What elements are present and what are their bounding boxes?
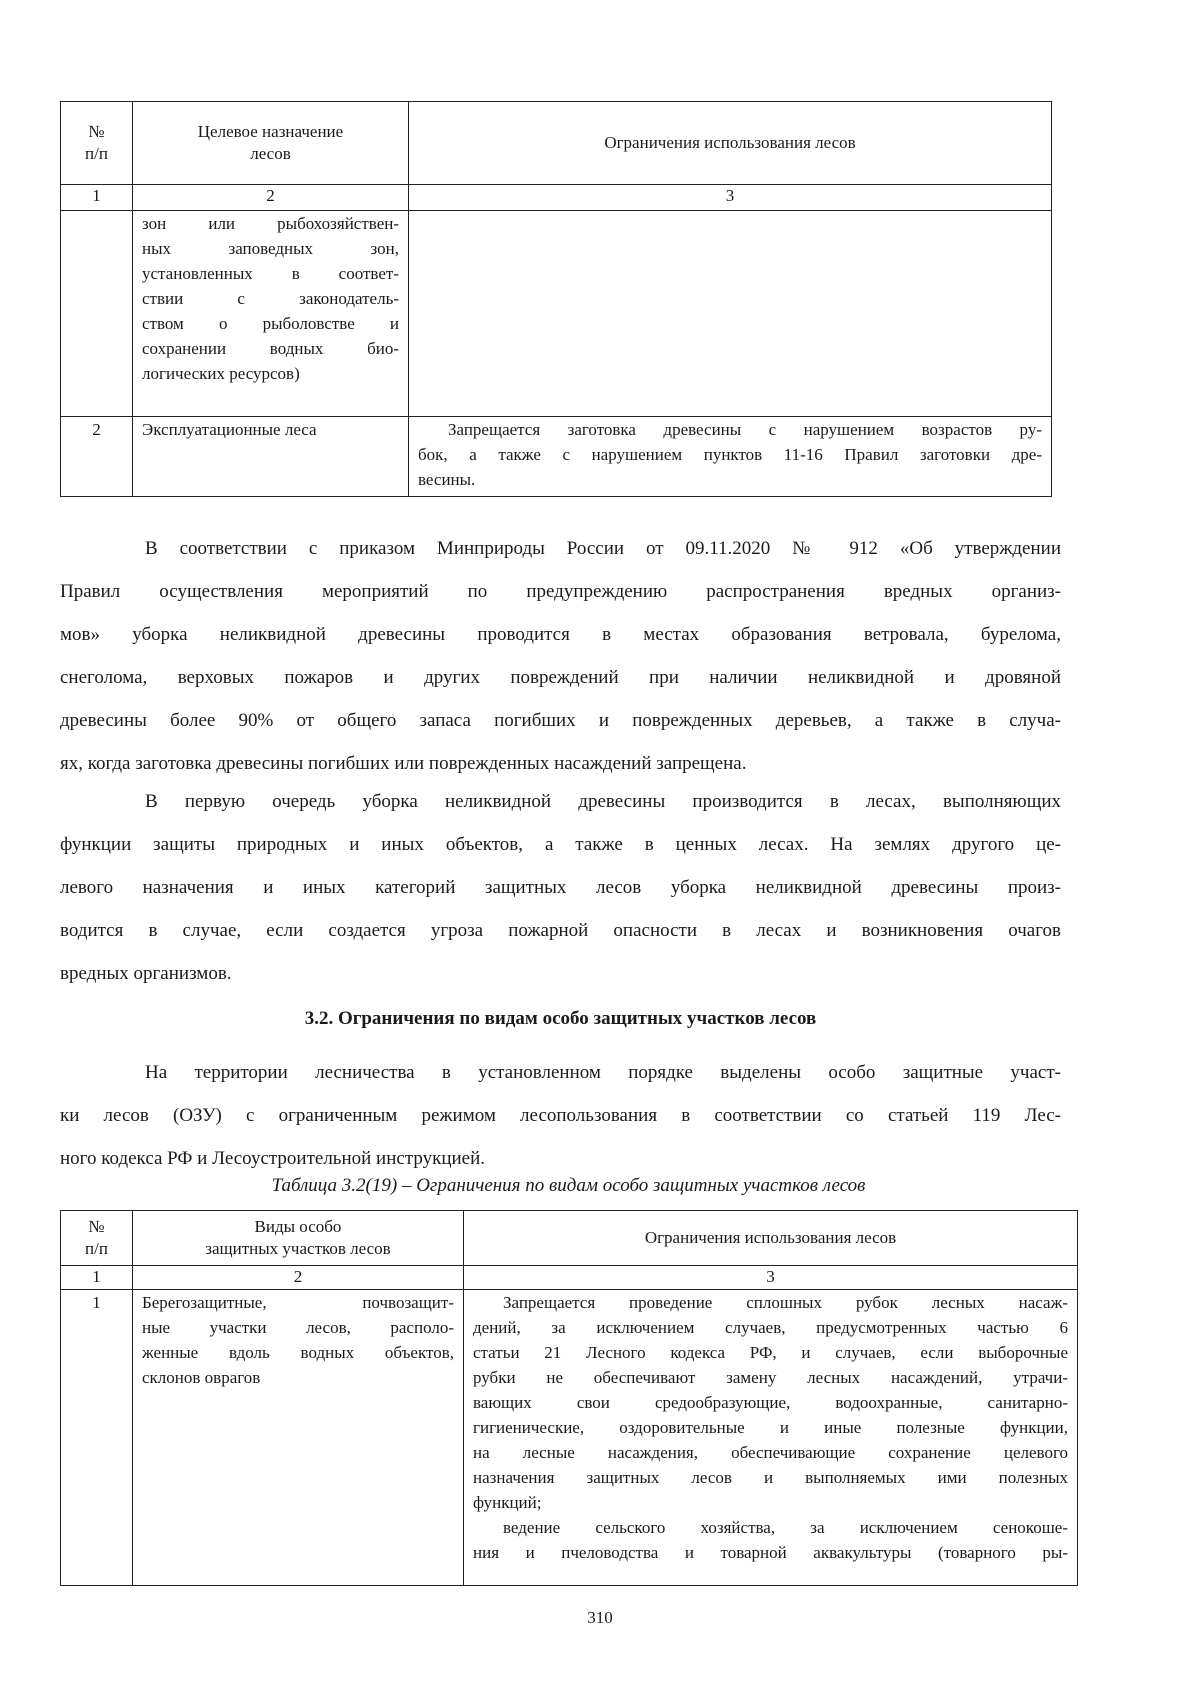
colnum-2: 2 [133,185,409,211]
text-line: функций; [473,1493,542,1512]
header-type: Виды особо защитных участков лесов [133,1211,464,1266]
text-line: ного кодекса РФ и Лесоустроительной инструкцией. [60,1148,486,1169]
row-restrictions [409,417,1052,497]
text-line: функции защиты природных и иных объектов, а также в ценных лесах. На землях другого це- [60,834,1061,855]
table-caption: Таблица 3.2(19) – Ограничения по видам особо защитных участков лесов [271,1175,866,1196]
text-line: склонов оврагов [142,1368,261,1387]
text-line: на лесные насаждения, обеспечивающие сохранение целевого [473,1443,1068,1462]
row-num: 2 [61,417,133,497]
text-line: левого назначения и иных категорий защитных лесов уборка неликвидной древесины произ- [60,877,1061,898]
table-header-row [61,102,1052,185]
row-purpose [133,211,409,417]
colnum-3: 3 [464,1266,1078,1290]
table-row [61,1290,1078,1586]
text-line: рубки не обеспечивают замену лесных насаждений, утрачи- [473,1368,1068,1387]
text-line: вредных организмов. [60,963,232,984]
colnum-1: 1 [61,185,133,211]
header-num: № п/п [61,102,133,185]
header-restrictions: Ограничения использования лесов [409,102,1052,185]
text-line: зон или рыбохозяйствен- [142,214,399,233]
text-line: дений, за исключением случаев, предусмотренных частью 6 [473,1318,1068,1337]
text-line: статьи 21 Лесного кодекса РФ, и случаев, если выборочные [473,1343,1068,1362]
text-line: ния и пчеловодства и товарной аквакультуры (товарного ры- [473,1543,1068,1562]
table-header-row [61,1211,1078,1266]
row-num: 1 [61,1290,133,1586]
table-column-numbers-row [61,1266,1078,1290]
text-line: женные вдоль водных объектов, [142,1343,454,1362]
colnum-1: 1 [61,1266,133,1290]
colnum-2: 2 [133,1266,464,1290]
row-num [61,211,133,417]
text-line: ки лесов (ОЗУ) с ограниченным режимом лесопользования в соответствии со статьей 119 Лес- [60,1105,1061,1126]
paragraph-priority-cleanup [60,780,1061,995]
text-line: установленных в соответ- [142,264,399,283]
text-line: ях, когда заготовка древесины погибших или поврежденных насаждений запрещена. [60,753,747,774]
header-num: № п/п [61,1211,133,1266]
text-line: гигиенические, оздоровительные и иные полезные функции, [473,1418,1068,1437]
page-number: 310 [587,1608,613,1627]
text-line: сохранении водных био- [142,339,399,358]
text-line: В соответствии с приказом Минприроды России от 09.11.2020 № 912 «Об утверждении [145,538,1061,559]
text-line: водится в случае, если создается угроза пожарной опасности в лесах и возникновения очагов [60,920,1061,941]
row-restrictions [409,211,1052,417]
text-line: ствии с законодатель- [142,289,399,308]
header-restrictions: Ограничения использования лесов [464,1211,1078,1266]
text-line: ведение сельского хозяйства, за исключением сенокоше- [503,1518,1068,1537]
paragraph-ozu [60,1051,1061,1180]
row-restrictions [464,1290,1078,1586]
text-line: Берегозащитные, почвозащит- [142,1293,454,1312]
text-line: Правил осуществления мероприятий по предупреждению распространения вредных организ- [60,581,1061,602]
table-column-numbers-row [61,185,1052,211]
row-purpose [133,417,409,497]
text-line: Запрещается заготовка древесины с нарушением возрастов ру- [448,420,1042,439]
row-type [133,1290,464,1586]
text-line: На территории лесничества в установленном порядке выделены особо защитные участ- [145,1062,1061,1083]
text-line: Эксплуатационные леса [142,420,317,439]
text-line: В первую очередь уборка неликвидной древесины производится в лесах, выполняющих [145,791,1061,812]
text-line: снеголома, верховых пожаров и других повреждений при наличии неликвидной и дровяной [60,667,1061,688]
text-line: вающих свои средообразующие, водоохранные, санитарно- [473,1393,1068,1412]
text-line: бок, а также с нарушением пунктов 11-16 Правил заготовки дре- [418,445,1042,464]
text-line: мов» уборка неликвидной древесины проводится в местах образования ветровала, бурелома, [60,624,1061,645]
colnum-3: 3 [409,185,1052,211]
header-purpose: Целевое назначение лесов [133,102,409,185]
text-line: весины. [418,470,476,489]
text-line: ные участки лесов, располо- [142,1318,454,1337]
text-line: ством о рыболовстве и [142,314,399,333]
text-line: назначения защитных лесов и выполняемых ими полезных [473,1468,1068,1487]
table-row [61,417,1052,497]
table-ozu-restrictions [60,1210,1078,1586]
section-heading: 3.2. Ограничения по видам особо защитных участков лесов [304,1008,817,1029]
text-line: логических ресурсов) [142,364,300,383]
table-land-purpose-restrictions [60,101,1052,497]
paragraph-order-912 [60,527,1061,785]
text-line: древесины более 90% от общего запаса погибших и поврежденных деревьев, а также в случа- [60,710,1061,731]
table-row [61,211,1052,417]
text-line: ных заповедных зон, [142,239,399,258]
text-line: Запрещается проведение сплошных рубок лесных насаж- [503,1293,1068,1312]
